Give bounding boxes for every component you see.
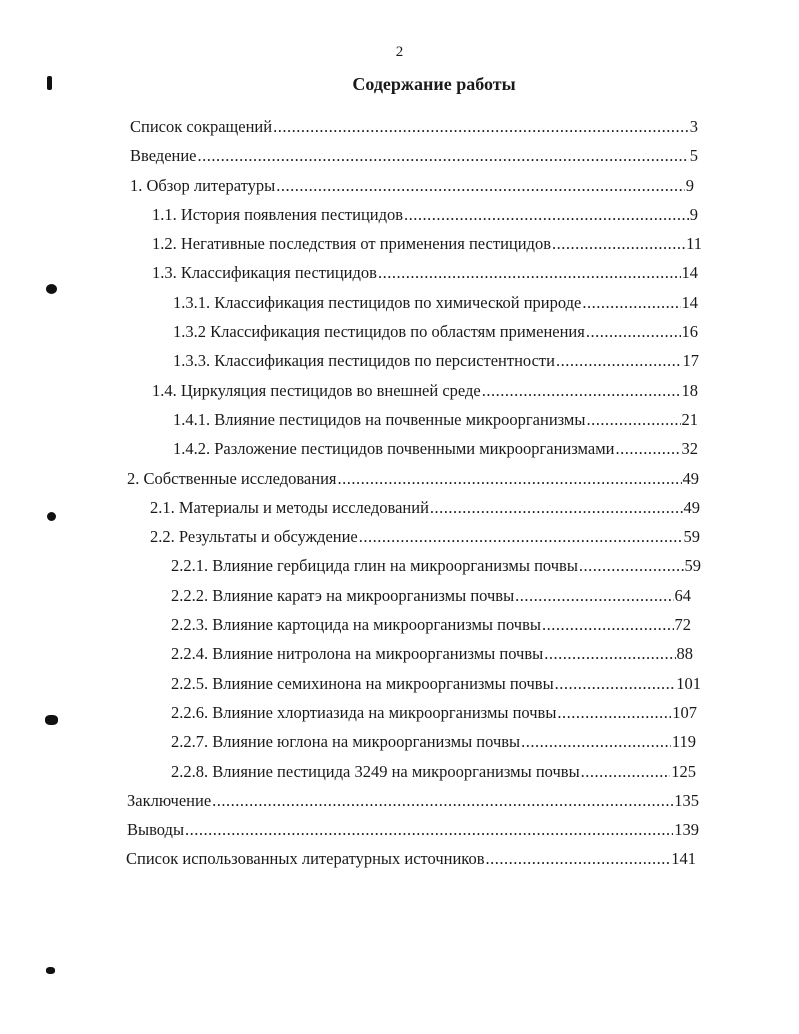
toc-entry[interactable]	[0, 551, 797, 580]
page-title: Содержание работы	[352, 74, 516, 94]
dot-leader	[552, 229, 685, 258]
toc-entry-label: Заключение	[127, 790, 212, 810]
dot-leader	[515, 581, 673, 610]
dot-leader	[581, 757, 671, 786]
toc-entry[interactable]	[0, 698, 797, 727]
dot-leader	[273, 112, 689, 141]
toc-entry-page: 59	[684, 556, 701, 576]
toc-entry[interactable]	[0, 786, 796, 815]
dot-leader	[482, 376, 681, 405]
dot-leader	[359, 522, 683, 551]
toc-entry[interactable]	[0, 815, 796, 844]
dot-leader	[586, 405, 680, 434]
toc-entry[interactable]	[0, 727, 797, 756]
toc-entry-page: 3	[689, 117, 698, 136]
toc-entry-label: Список сокращений	[130, 117, 273, 136]
toc-entry-label: 2.2.1. Влияние гербицида глин на микроорганизмы почвы	[171, 556, 578, 576]
toc-entry-page: 9	[685, 175, 694, 195]
toc-entry-page: 72	[674, 615, 691, 635]
toc-entry-label: 1.2. Негативные последствия от применения пестицидов	[152, 234, 551, 254]
toc-entry-label: 1.3.2 Классификация пестицидов по областям применения	[173, 322, 585, 342]
toc-entry-label: 2.2.2. Влияние каратэ на микроорганизмы почвы	[171, 585, 515, 605]
toc-entry-label: 2.2.8. Влияние пестицида 3249 на микроорганизмы почвы	[171, 761, 580, 781]
page-number: 2	[395, 44, 404, 60]
toc-entry-page: 14	[681, 263, 698, 283]
dot-leader	[557, 698, 671, 727]
toc-entry[interactable]	[0, 288, 799, 317]
dot-leader	[338, 464, 682, 493]
dot-leader	[198, 141, 689, 170]
dot-leader	[404, 200, 689, 229]
toc-entry-page: 139	[674, 820, 699, 840]
toc-entry-page: 5	[689, 146, 698, 166]
toc-entry[interactable]	[0, 141, 799, 170]
toc-entry[interactable]	[0, 493, 799, 522]
toc-entry-label: 2. Собственные исследования	[127, 468, 337, 488]
scan-mark	[46, 967, 55, 974]
dot-leader	[486, 844, 671, 873]
toc-entry[interactable]	[0, 112, 799, 141]
dot-leader	[212, 786, 673, 815]
dot-leader	[555, 669, 676, 698]
toc-entry-label: 1. Обзор литературы	[130, 175, 276, 195]
toc-entry-page: 125	[671, 761, 696, 781]
toc-entry-label: 2.1. Материалы и методы исследований	[150, 497, 429, 517]
toc-entry-label: Введение	[130, 146, 197, 166]
toc-entry-label: 1.3.1. Классификация пестицидов по химической природе	[173, 292, 582, 312]
toc-entry-page: 101	[676, 673, 701, 693]
toc-entry[interactable]	[0, 581, 797, 610]
toc-entry-label: Выводы	[127, 820, 185, 840]
toc-entry-label: 2.2.7. Влияние юглона на микроорганизмы почвы	[171, 732, 521, 752]
toc-entry-page: 141	[671, 849, 696, 869]
toc-entry-label: 1.3. Классификация пестицидов	[152, 263, 377, 283]
toc-entry-page: 11	[686, 234, 702, 254]
toc-entry-page: 119	[671, 732, 696, 752]
toc-entry-page: 14	[681, 292, 698, 312]
dot-leader	[185, 815, 673, 844]
toc-entry-page: 49	[683, 497, 700, 517]
toc-entry-page: 64	[674, 585, 691, 605]
toc-entry[interactable]	[0, 844, 795, 873]
toc-entry-label: 1.3.3. Классификация пестицидов по персистентности	[173, 351, 555, 371]
toc-entry-label: 2.2. Результаты и обсуждение	[150, 527, 358, 547]
toc-entry-label: 1.4. Циркуляция пестицидов во внешней среде	[152, 380, 481, 400]
toc-entry[interactable]	[0, 757, 797, 786]
toc-entry[interactable]	[0, 200, 799, 229]
dot-leader	[582, 288, 680, 317]
toc-entry[interactable]	[0, 610, 797, 639]
dot-leader	[276, 171, 685, 200]
dot-leader	[586, 317, 681, 346]
toc-entry-label: Список использованных литературных источников	[126, 849, 485, 869]
dot-leader	[542, 610, 674, 639]
dot-leader	[378, 258, 681, 287]
toc-entry-label: 2.2.3. Влияние картоцида на микроорганизмы почвы	[171, 615, 541, 635]
toc-entry[interactable]	[0, 346, 799, 375]
dot-leader	[521, 727, 671, 756]
toc-entry-page: 107	[672, 702, 697, 722]
toc-entry-label: 1.4.1. Влияние пестицидов на почвенные микроорганизмы	[173, 409, 586, 429]
toc-entry-page: 49	[682, 468, 699, 488]
toc-entry[interactable]	[0, 258, 799, 287]
toc-entry[interactable]	[0, 376, 799, 405]
scan-mark	[47, 76, 52, 90]
dot-leader	[556, 346, 682, 375]
dot-leader	[579, 551, 684, 580]
toc-entry-label: 2.2.5. Влияние семихинона на микроорганизмы почвы	[171, 673, 554, 693]
toc-entry-page: 21	[681, 409, 698, 429]
toc-entry[interactable]	[0, 669, 797, 698]
toc-entry-page: 18	[681, 380, 698, 400]
toc-entry-page: 16	[681, 322, 698, 342]
toc-entry-page: 32	[681, 439, 698, 459]
dot-leader	[544, 639, 675, 668]
toc-entry[interactable]	[0, 317, 799, 346]
toc-entry-page: 88	[676, 644, 693, 664]
dot-leader	[430, 493, 683, 522]
toc-entry[interactable]	[0, 229, 799, 258]
table-of-contents	[0, 112, 799, 874]
toc-entry-label: 1.1. История появления пестицидов	[152, 204, 404, 224]
toc-entry-page: 135	[674, 790, 699, 810]
toc-entry[interactable]	[0, 522, 799, 551]
toc-entry-page: 59	[683, 527, 700, 547]
toc-entry-label: 2.2.4. Влияние нитролона на микроорганизмы почвы	[171, 644, 544, 664]
toc-entry[interactable]	[0, 434, 799, 463]
toc-entry-label: 2.2.6. Влияние хлортиазида на микроорганизмы почвы	[171, 702, 557, 722]
toc-entry[interactable]	[0, 639, 797, 668]
toc-entry-label: 1.4.2. Разложение пестицидов почвенными микроорганизмами	[173, 439, 615, 459]
toc-entry[interactable]	[0, 171, 799, 200]
dot-leader	[615, 434, 680, 463]
toc-entry-page: 9	[689, 204, 698, 224]
toc-entry[interactable]	[0, 405, 799, 434]
toc-entry[interactable]	[0, 464, 796, 493]
toc-entry-page: 17	[682, 351, 699, 371]
